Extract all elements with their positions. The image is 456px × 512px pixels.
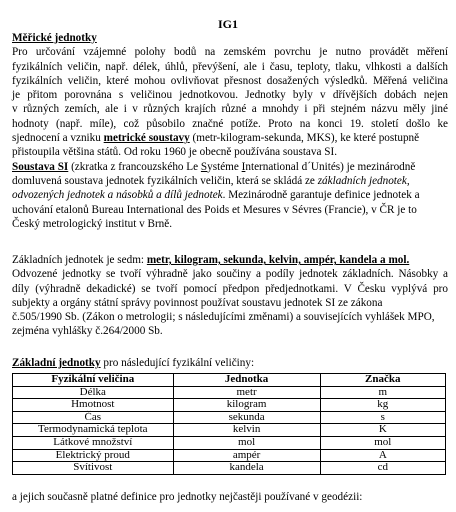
- table-row: [13, 424, 446, 437]
- table-cell-quantity: Látkové množství: [13, 436, 174, 449]
- table-cell-quantity: Elektrický proud: [13, 449, 174, 462]
- para1-text: sjednocení a vzniku: [12, 132, 101, 145]
- table-cell-quantity: Čas: [13, 411, 174, 424]
- para3-line-3: díly (výhradně dekadické) se tvoří pomocí předpon předjednotkami. V Česku vyplývá pro: [12, 282, 448, 295]
- document-title: IG1: [217, 17, 238, 31]
- table-cell-unit: metr: [173, 386, 320, 399]
- para2-line-2: [12, 174, 448, 188]
- para2-text: domluvená soustava jednotek fyzikálních veličin, která se skládá ze: [12, 174, 318, 187]
- para1-line-5: v různých zemích, ale i v různých krajích různé a mnohdy i při stejném názvu měly jiné: [12, 103, 448, 116]
- table-row: [13, 386, 446, 399]
- table-cell-symbol: s: [320, 411, 445, 424]
- para3-line-1: [12, 253, 448, 267]
- table-cell-symbol: A: [320, 449, 445, 462]
- table-cell-quantity: Termodynamická teplota: [13, 424, 174, 437]
- table-cell-unit: kilogram: [173, 399, 320, 412]
- para2-text: e: [193, 160, 201, 173]
- table-header-unit: Jednotka: [173, 374, 320, 387]
- table-cell-symbol: kg: [320, 399, 445, 412]
- table-intro: [12, 356, 448, 370]
- derived-units-term: odvozených jednotek a násobků a dílů jednotek: [12, 189, 223, 202]
- table-cell-unit: ampér: [173, 449, 320, 462]
- table-cell-symbol: m: [320, 386, 445, 399]
- table-cell-unit: mol: [173, 436, 320, 449]
- table-cell-quantity: Hmotnost: [13, 399, 174, 412]
- table-cell-symbol: mol: [320, 436, 445, 449]
- para2-text: (zkratka z francouzského L: [68, 160, 194, 173]
- si-system-term: Soustava SI: [12, 160, 69, 173]
- para3-line-4: subjekty a orgány státní správy povinnost používat soustavu jednotek SI ze zákona: [12, 296, 383, 309]
- para1-text: (metr-kilogram-sekunda, MKS), ke které postupně: [189, 132, 420, 145]
- table-cell-symbol: cd: [320, 462, 445, 475]
- para2-line-5: Český metrologický institut v Brně.: [12, 217, 173, 230]
- section-1: [12, 31, 448, 231]
- para3-line-5: č.505/1990 Sb. (Zákon o metrologii; s následujícími změnami) a souvisejících vyhlášek MPO,: [12, 311, 435, 324]
- table-cell-unit: kelvin: [173, 424, 320, 437]
- para3-line-6: zejména vyhlášky č.264/2000 Sb.: [12, 325, 163, 338]
- para1-line-4: je přitom porovnána s veličinou jednotkovou. Jednotky byly v dřívějších dobách nejen: [12, 89, 448, 102]
- para2-line-1: [12, 160, 448, 174]
- table-header-quantity: Fyzikální veličina: [13, 374, 174, 387]
- table-cell-quantity: Svítivost: [13, 462, 174, 475]
- table-row: [13, 449, 446, 462]
- table-cell-symbol: K: [320, 424, 445, 437]
- table-intro-text: pro následující fyzikální veličiny:: [100, 357, 255, 369]
- section-2: [12, 253, 448, 339]
- si-letter-i: I: [241, 160, 246, 173]
- table-row: [13, 411, 446, 424]
- closing-paragraph: a jejich současně platné definice pro jednotky nejčastěji používané v geodézii:: [12, 491, 363, 503]
- para1-line-6: hodnoty (např. míle), což působilo značné potíže. Proto na konci 19. století došlo ke: [12, 117, 448, 130]
- para1-line-2: fyzikálních veličin, např. délek, úhlů, převýšení, ale i času, teploty, tlaku, vlhkosti a dalších: [12, 60, 448, 73]
- para2-line-4: uchování etalonů Bureau International des Poids et Mesures v Sévres (Francie), v ČR je to: [12, 203, 417, 216]
- table-cell-quantity: Délka: [13, 386, 174, 399]
- table-row: [13, 436, 446, 449]
- para1-line-8: přistoupila většina států. Od roku 1960 je obecně používána soustava SI.: [12, 146, 337, 159]
- table-cell-unit: kandela: [173, 462, 320, 475]
- table-cell-unit: sekunda: [173, 411, 320, 424]
- para1-line-7: [12, 131, 448, 145]
- para3-line-2: Odvozené jednotky se tvoří výhradně jako součiny a podíly jednotek základních. Násobky a: [12, 268, 448, 281]
- para3-text: Základních jednotek je sedm:: [12, 254, 147, 266]
- table-intro-bold: Základní jednotky: [12, 357, 101, 369]
- table-row: [13, 462, 446, 475]
- para2-line-3: [12, 188, 448, 202]
- para1-line-1: Pro určování vzájemné polohy bodů na zemském povrchu je nutno provádět měření: [12, 46, 448, 59]
- base-units-list: metr, kilogram, sekunda, kelvin, ampér, kandela a mol.: [146, 254, 410, 266]
- si-letter-s: S: [200, 160, 208, 173]
- table-header-row: [13, 374, 446, 387]
- table-header-symbol: Značka: [320, 374, 445, 387]
- para1-line-3: fyzikálních veličin, které mohou ovlivňovat přesnost dosažených výsledků. Měřená veličina: [12, 74, 448, 87]
- table-intro-line: [12, 356, 448, 370]
- base-units-table: [12, 373, 446, 475]
- para2-text: ystéme: [207, 160, 242, 173]
- metric-system-term: metrické soustavy: [103, 132, 190, 145]
- base-units-term: základních jednotek,: [317, 174, 410, 187]
- para2-text: nternational d´Unités) je mezinárodně: [245, 160, 416, 173]
- section-heading: Měřické jednotky: [12, 32, 97, 44]
- table-row: [13, 399, 446, 412]
- para2-text: . Mezinárodně garantuje definice jednotek a: [222, 189, 420, 202]
